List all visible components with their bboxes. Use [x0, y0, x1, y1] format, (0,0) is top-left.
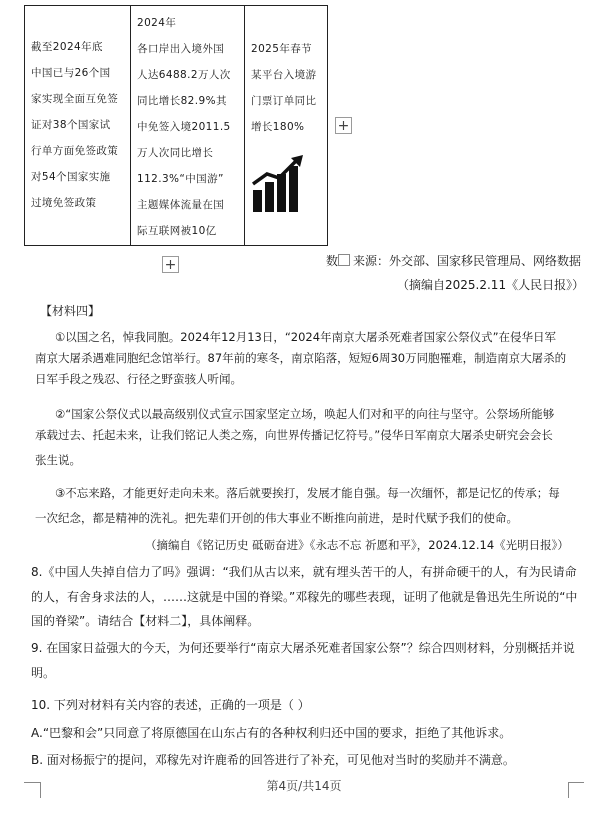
table-line: 某平台入境游	[251, 69, 317, 81]
table-line: 万人次同比增长	[137, 147, 214, 159]
add-row-button[interactable]: +	[162, 256, 179, 273]
paragraph-line: 承载过去、托起未来，让我们铭记人类之殇，向世界传播记忆符号。”侵华日军南京大屠杀史研究会会长	[35, 428, 553, 442]
table-line: 际互联网被10亿	[137, 225, 217, 237]
table-line: 中免签入境2011.5	[137, 121, 231, 133]
option-b: B. 面对杨振宁的提问，邓稼先对许鹿希的回答进行了补充，可见他对当时的奖励并不满意。	[31, 753, 515, 767]
table-line: 人达6488.2万人次	[137, 69, 231, 81]
table-line: 112.3%“中国游”	[137, 173, 224, 185]
table-line: 证对38个国家试	[31, 119, 111, 131]
option-a: A.“巴黎和会”只同意了将原德国在山东占有的各种权利归还中国的要求，拒绝了其他诉求。	[31, 726, 512, 740]
paragraph-line: ②“国家公祭仪式以最高级别仪式宣示国家坚定立场，唤起人们对和平的向往与坚守。公祭场所能够	[55, 407, 555, 421]
anchor-icon	[338, 254, 350, 266]
question-8-line: 8.《中国人失掉自信力了吗》强调：“我们从古以来，就有埋头苦干的人，有拼命硬干的人，有为民请命	[31, 565, 577, 579]
question-9-line: 明。	[31, 666, 56, 680]
question-8-line: 国的脊梁”。请结合【材料二】，具体阐释。	[31, 614, 260, 628]
paragraph-line: ①以国之名，悼我同胞。2024年12月13日，“2024年南京大屠杀死难者国家公祭仪式”在侵华日军	[55, 330, 557, 344]
bar-chart-growth-icon	[251, 154, 307, 214]
table-line: 家实现全面互免签	[31, 93, 119, 105]
table-cell-spring-festival	[245, 6, 328, 246]
add-column-button[interactable]: +	[335, 117, 352, 134]
source-text: 来源：外交部、国家移民管理局、网络数据	[353, 254, 582, 268]
table-line: 各口岸出入境外国	[137, 43, 225, 55]
paragraph-line: 南京大屠杀遇难同胞纪念馆举行。87年前的寒冬，南京陷落，短短6周30万同胞罹难，制造南京大屠杀的	[35, 351, 567, 365]
table-line: 截至2024年底	[31, 41, 103, 53]
paragraph-line: 一次纪念，都是精神的洗礼。把先辈们开创的伟大事业不断推向前进，是时代赋予我们的使命。	[35, 511, 518, 525]
question-9-line: 9. 在国家日益强大的今天，为何还要举行“南京大屠杀死难者国家公祭”？综合四则材料，分别概括并说	[31, 641, 575, 655]
question-8-line: 的人，有舍身求法的人，……这就是中国的脊梁。”邓稼先的哪些表现，证明了他就是鲁迅先生所说的“中	[31, 590, 578, 604]
table-line: 行单方面免签政策	[31, 145, 119, 157]
material-citation: （摘编自《铭记历史 砥砺奋进》《永志不忘 祈愿和平》，2024.12.14《光明日报》）	[145, 538, 569, 552]
source-citation: （摘编自2025.2.11《人民日报》）	[397, 278, 585, 292]
source-prefix: 数	[326, 254, 339, 268]
table-cell-visa-policy	[25, 6, 131, 246]
table-line: 同比增长82.9%其	[137, 95, 227, 107]
paragraph-line: 日军手段之残忍、行径之野蛮骇人听闻。	[35, 372, 242, 386]
paragraph-line: 张生说。	[35, 453, 81, 467]
data-table	[24, 5, 328, 246]
table-line: 主题媒体流量在国	[137, 199, 225, 211]
table-line: 对54个国家实施	[31, 171, 111, 183]
paragraph-line: ③不忘来路，才能更好走向未来。落后就要挨打，发展才能自强。每一次缅怀，都是记忆的传承；每	[55, 486, 560, 500]
material-title: 【材料四】	[40, 304, 101, 318]
table-line: 过境免签政策	[31, 197, 97, 209]
table-line: 门票订单同比	[251, 95, 317, 107]
table-line: 2024年	[137, 17, 177, 29]
table-line: 中国已与26个国	[31, 67, 111, 79]
table-cell-inbound-foreigners	[131, 6, 245, 246]
page-footer: 第4页/共14页	[266, 779, 342, 793]
table-line: 增长180%	[251, 121, 305, 133]
source-line	[326, 251, 581, 272]
question-10: 10. 下列对材料有关内容的表述，正确的一项是（ ）	[31, 698, 310, 712]
table-line: 2025年春节	[251, 43, 313, 55]
